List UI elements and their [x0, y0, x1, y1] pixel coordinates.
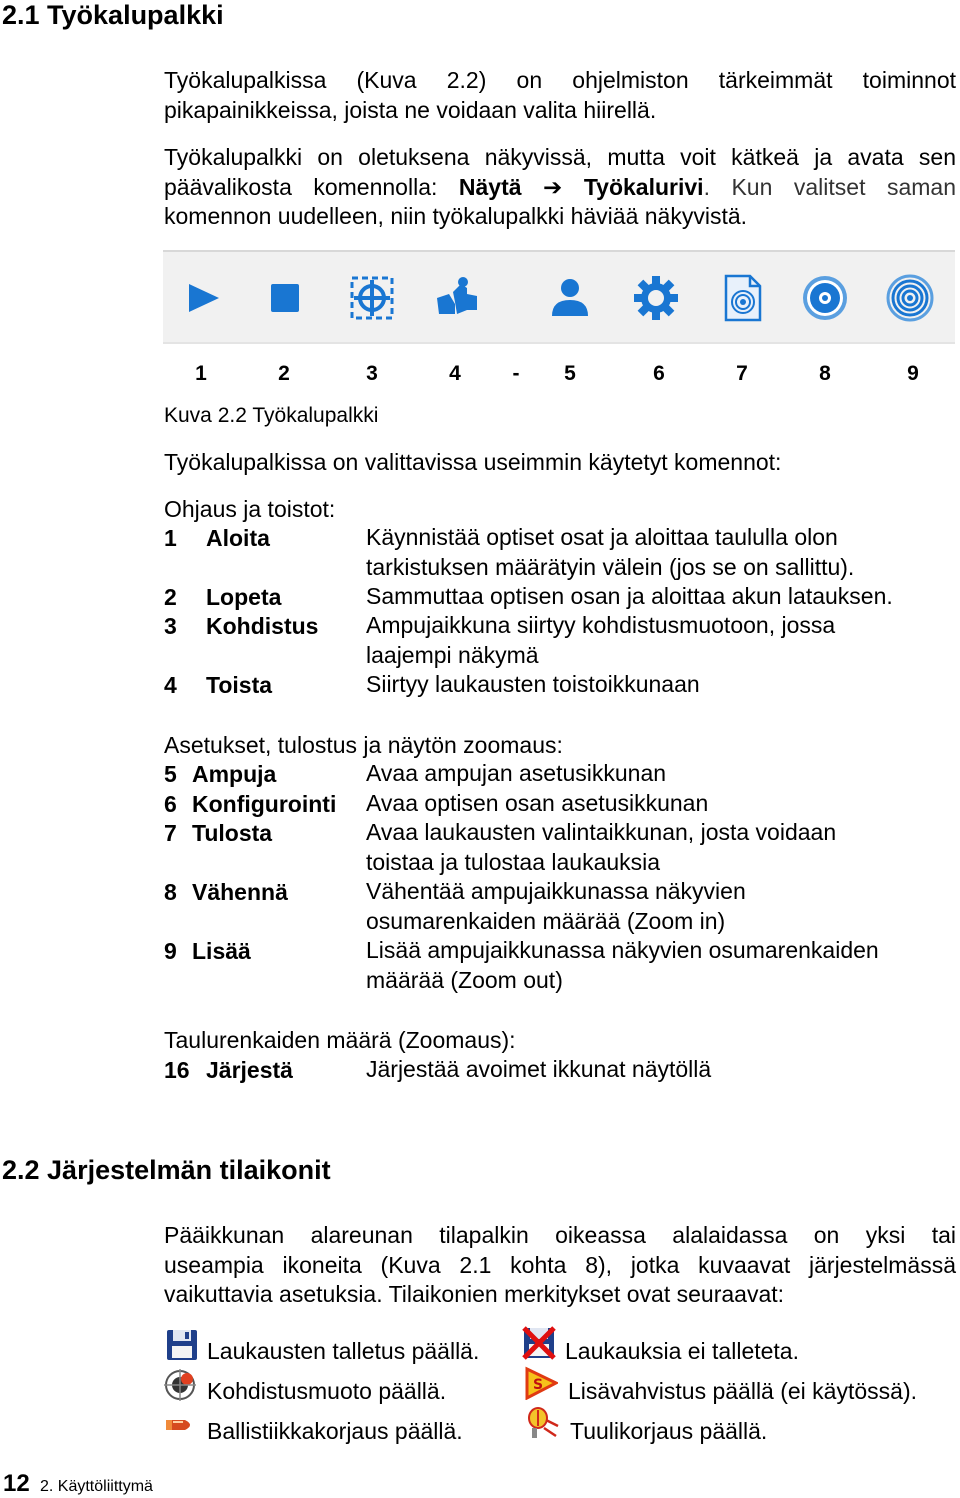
- command-number: 1: [164, 525, 177, 551]
- command-number: 6: [164, 791, 177, 817]
- desc-line: määrää (Zoom out): [366, 966, 563, 993]
- command-number: 4: [164, 672, 177, 698]
- desc-line: Ampujaikkuna siirtyy kohdistusmuotoon, jossa: [366, 612, 836, 638]
- visibility-paragraph: [164, 143, 956, 232]
- status-intro-paragraph: [164, 1221, 956, 1310]
- toolbar-number: 7: [736, 362, 748, 385]
- desc-line: tarkistuksen määrätyin välein (jos se on sallittu).: [366, 553, 855, 580]
- command-desc-aloita: [366, 523, 854, 582]
- status-intro-line: useampia ikoneita (Kuva 2.1 kohta 8), jotka kuvaavat järjestelmässä: [164, 1251, 956, 1278]
- command-name-lopeta: Lopeta: [206, 584, 282, 610]
- status-label: Ballistiikkakorjaus päällä.: [207, 1418, 463, 1444]
- group-title-control: Ohjaus ja toistot:: [164, 496, 336, 522]
- command-number: 8: [164, 879, 177, 905]
- menu-nayta: Näytä: [458, 173, 522, 200]
- menu-arrow: ➔: [543, 173, 563, 200]
- svg-text:S: S: [533, 1377, 544, 1393]
- desc-line: Siirtyy laukausten toistoikkunaan: [366, 671, 700, 697]
- chapter-title: 2. Käyttöliittymä: [40, 1478, 153, 1495]
- status-label: Laukausten talletus päällä.: [207, 1338, 480, 1364]
- status-label: Tuulikorjaus päällä.: [570, 1418, 768, 1444]
- floppy-disk-icon: [165, 1328, 199, 1362]
- target-zoom-in-icon[interactable]: [801, 274, 849, 322]
- wind-icon: [526, 1406, 560, 1440]
- toolbar-number: 1: [195, 362, 207, 385]
- toolbar-number: 8: [819, 362, 831, 385]
- command-desc-jarjesta: [366, 1055, 711, 1085]
- sight-target-icon: [163, 1368, 197, 1402]
- command-name-tulosta: Tulosta: [192, 820, 273, 846]
- toolbar-number: 5: [564, 362, 576, 385]
- desc-line: Käynnistää optiset osat ja aloittaa taululla olon: [366, 524, 838, 550]
- section-heading-status-icons: 2.2 Järjestelmän tilaikonit: [2, 1155, 331, 1185]
- command-number: 3: [164, 613, 177, 639]
- command-desc-konfigurointi: [366, 789, 708, 819]
- command-desc-vahenna: [366, 877, 746, 936]
- status-label: Lisävahvistus päällä (ei käytössä).: [568, 1378, 917, 1404]
- command-number: 5: [164, 761, 177, 787]
- status-label: Kohdistusmuoto päällä.: [207, 1378, 447, 1404]
- section-heading-toolbar: 2.1 Työkalupalkki: [2, 0, 224, 30]
- replay-hands-icon[interactable]: [433, 274, 481, 322]
- crosshair-icon[interactable]: [348, 274, 396, 322]
- visibility-line-1: Työkalupalkki on oletuksena näkyvissä, mutta voit kätkeä ja avata sen: [164, 144, 956, 170]
- menu-tyokalurivi: Työkalurivi: [583, 173, 704, 200]
- bullet-icon: [163, 1408, 197, 1442]
- command-name-lisaa: Lisää: [192, 938, 251, 964]
- intro-paragraph: [164, 66, 956, 125]
- command-desc-ampuja: [366, 759, 666, 789]
- toolbar-figure: [163, 250, 955, 344]
- desc-line: Avaa laukausten valintaikkunan, josta voidaan: [366, 819, 837, 845]
- page-number: 12: [3, 1470, 30, 1497]
- command-name-ampuja: Ampuja: [192, 761, 277, 787]
- intro-line-1: Työkalupalkissa (Kuva 2.2) on ohjelmiston tärkeimmät toiminnot: [164, 67, 956, 93]
- visibility-text-b: . Kun valitset saman: [703, 173, 956, 200]
- command-name-jarjesta: Järjestä: [206, 1057, 293, 1083]
- command-number: 2: [164, 584, 177, 610]
- command-name-konfigurointi: Konfigurointi: [192, 791, 337, 817]
- command-number: 9: [164, 938, 177, 964]
- desc-line: Avaa ampujan asetusikkunan: [366, 760, 667, 786]
- play-icon[interactable]: [179, 274, 227, 322]
- person-icon[interactable]: [546, 274, 594, 322]
- command-desc-toista: [366, 670, 700, 700]
- command-desc-kohdistus: [366, 611, 835, 670]
- status-intro-line: Pääikkunan alareunan tilapalkin oikeassa alalaidassa on yksi tai: [164, 1222, 956, 1248]
- command-number: 7: [164, 820, 177, 846]
- desc-line: Lisää ampujaikkunassa näkyvien osumarenkaiden: [366, 937, 879, 963]
- stop-icon[interactable]: [261, 274, 309, 322]
- command-name-toista: Toista: [206, 672, 273, 698]
- flag-s-icon: [524, 1366, 558, 1400]
- toolbar-number: 9: [907, 362, 919, 385]
- visibility-line-2: [164, 173, 956, 203]
- group-title-rings: Taulurenkaiden määrä (Zoomaus):: [164, 1027, 516, 1053]
- target-zoom-out-icon[interactable]: [886, 274, 934, 322]
- visibility-line-3: komennon uudelleen, niin työkalupalkki häviää näkyvistä.: [164, 203, 748, 229]
- desc-line: toistaa ja tulostaa laukauksia: [366, 848, 661, 875]
- command-name-aloita: Aloita: [206, 525, 270, 551]
- desc-line: Sammuttaa optisen osan ja aloittaa akun latauksen.: [366, 583, 893, 609]
- intro-line-2: pikapainikkeissa, joista ne voidaan valita hiirellä.: [164, 96, 657, 123]
- command-desc-tulosta: [366, 818, 836, 877]
- toolbar-number: 6: [653, 362, 665, 385]
- toolbar-number: -: [512, 362, 520, 385]
- document-print-icon[interactable]: [718, 274, 766, 322]
- commands-intro: Työkalupalkissa on valittavissa useimmin käytetyt komennot:: [164, 449, 782, 475]
- command-name-vahenna: Vähennä: [192, 879, 288, 905]
- desc-line: Järjestää avoimet ikkunat näytöllä: [366, 1056, 712, 1082]
- toolbar-number: 3: [366, 362, 378, 385]
- desc-line: Avaa optisen osan asetusikkunan: [366, 790, 709, 816]
- group-title-settings: Asetukset, tulostus ja näytön zoomaus:: [164, 732, 563, 758]
- desc-line: laajempi näkymä: [366, 641, 539, 668]
- desc-line: osumarenkaiden määrää (Zoom in): [366, 907, 726, 934]
- gear-icon[interactable]: [632, 274, 680, 322]
- figure-caption: Kuva 2.2 Työkalupalkki: [164, 404, 379, 427]
- floppy-disk-crossed-icon: [522, 1326, 556, 1360]
- command-desc-lopeta: [366, 582, 893, 612]
- command-number: 16: [164, 1057, 190, 1083]
- status-intro-line: vaikuttavia asetuksia. Tilaikonien merkitykset ovat seuraavat:: [164, 1281, 785, 1307]
- status-label: Laukauksia ei talleteta.: [565, 1338, 799, 1364]
- toolbar-number: 4: [449, 362, 461, 385]
- desc-line: Vähentää ampujaikkunassa näkyvien: [366, 878, 746, 904]
- visibility-text-a: päävalikosta komennolla:: [164, 173, 459, 200]
- toolbar-number: 2: [278, 362, 290, 385]
- command-desc-lisaa: [366, 936, 879, 995]
- command-name-kohdistus: Kohdistus: [206, 613, 319, 639]
